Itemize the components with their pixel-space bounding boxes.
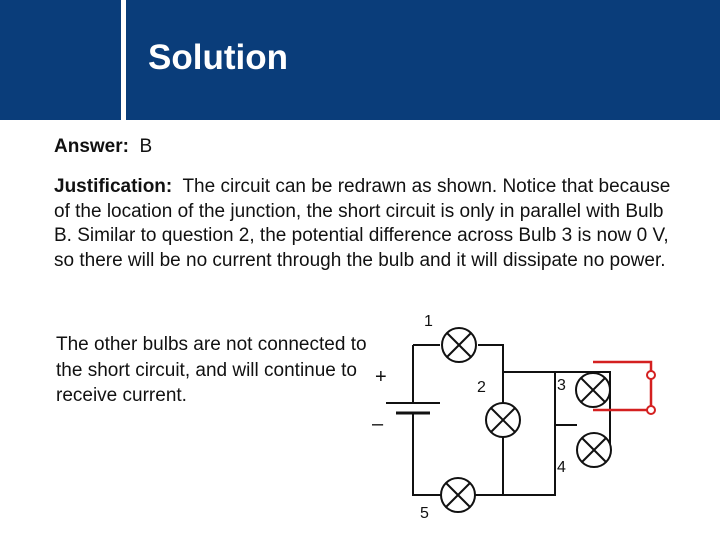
note-paragraph: The other bulbs are not connected to the short circuit, and will continue to receive current.	[56, 334, 367, 406]
bulb-4-icon	[577, 433, 611, 467]
bulb-1-icon	[442, 328, 476, 362]
battery-plus-sign: +	[375, 366, 387, 388]
justification-label: Justification:	[54, 176, 173, 197]
answer-label: Answer:	[54, 136, 129, 157]
short-terminal-top	[647, 371, 655, 379]
bulb-1-label: 1	[424, 313, 433, 330]
bulb-5-icon	[441, 478, 475, 512]
bulb-5-label: 5	[420, 505, 429, 522]
bulb-2-label: 2	[477, 379, 486, 396]
slide-title: Solution	[148, 38, 288, 77]
bulb-3-icon	[576, 373, 610, 407]
justification-text: The circuit can be redrawn as shown. Notice that because of the location of the junction, the short circuit is only in parallel with Bulb B. Similar to question 2, the potential difference across Bulb 3 is now 0 V, so there will be no current through the bulb and it will dissipate no power.	[54, 176, 671, 271]
answer-value: B	[139, 136, 153, 157]
bulb-3-label: 3	[557, 377, 566, 394]
bulb-2-icon	[486, 403, 520, 437]
bulb-4-label: 4	[557, 459, 566, 476]
short-terminal-bottom	[647, 406, 655, 414]
battery-minus-sign: –	[372, 413, 384, 435]
